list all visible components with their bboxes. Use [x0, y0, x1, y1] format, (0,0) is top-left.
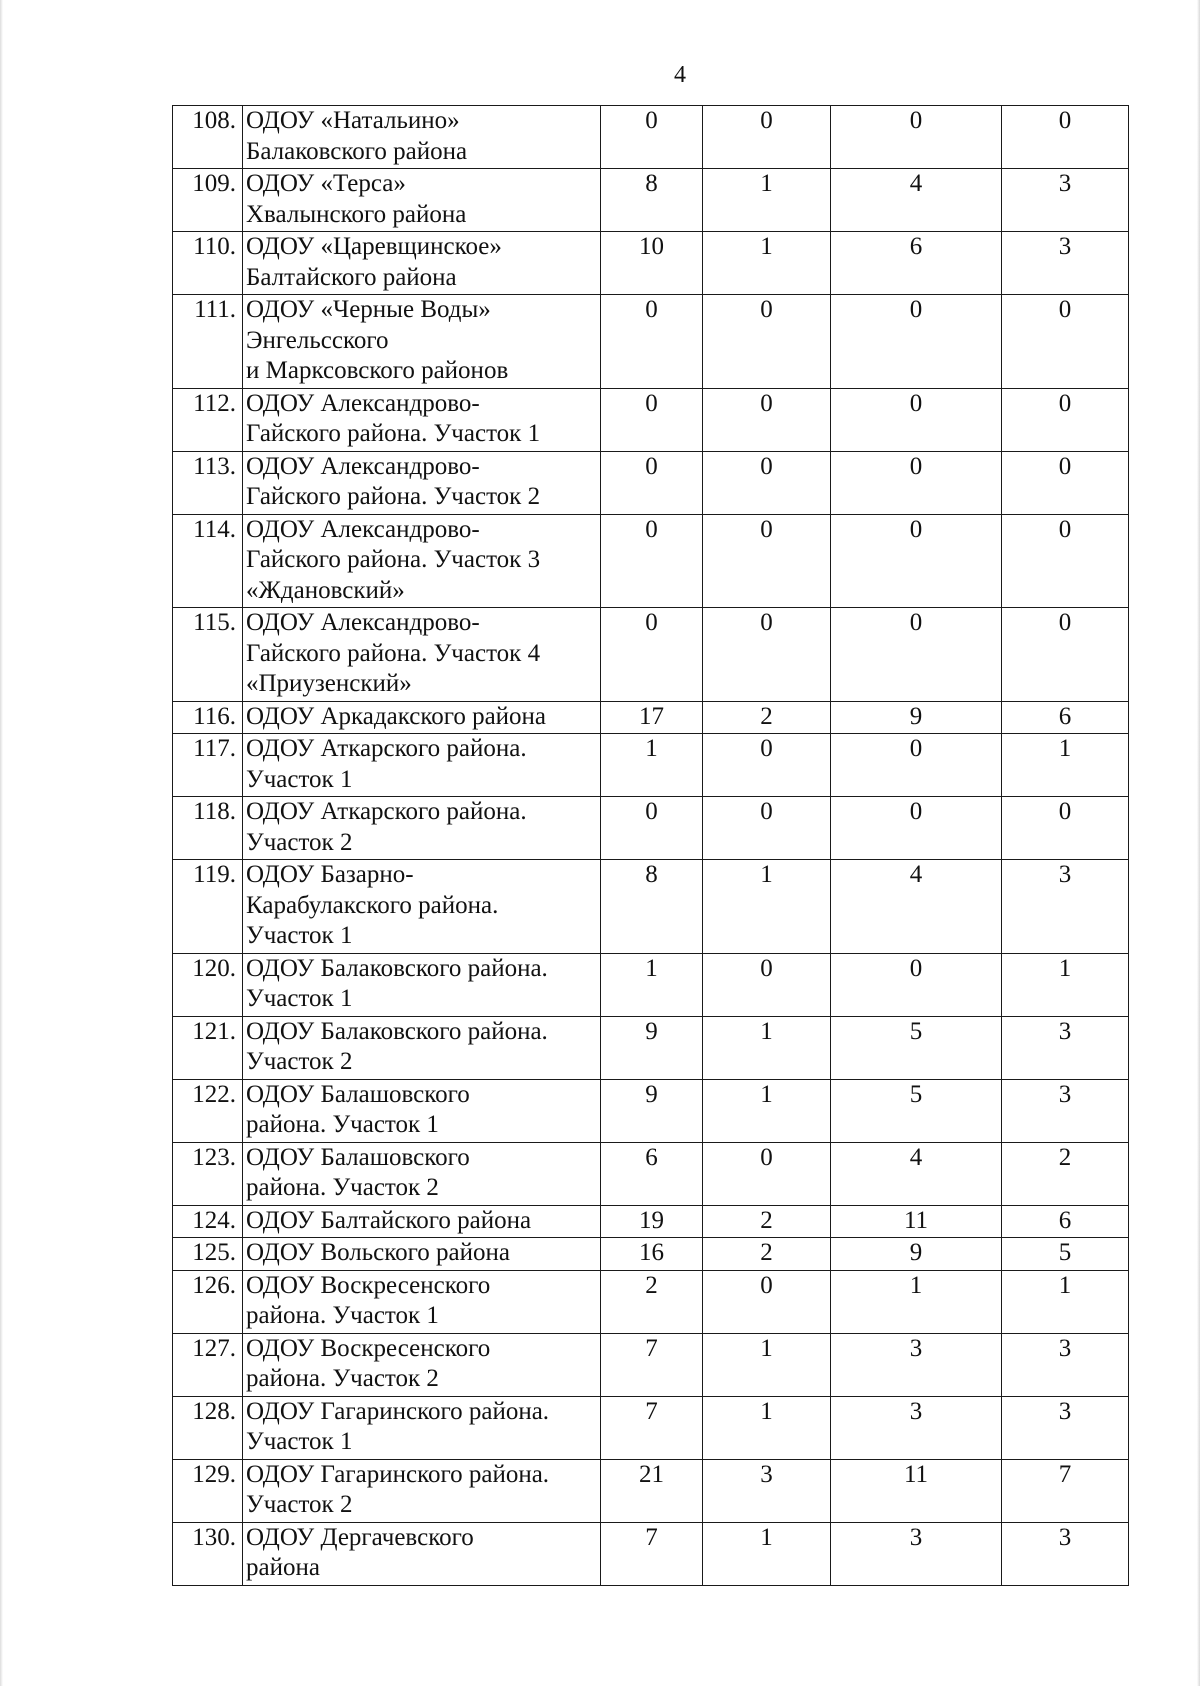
row-organization: ОДОУ Аркадакского района — [243, 701, 601, 734]
row-value-4: 2 — [1002, 1142, 1129, 1205]
row-value-1: 10 — [601, 232, 703, 295]
row-value-2: 1 — [703, 1522, 831, 1585]
row-value-1: 1 — [601, 953, 703, 1016]
row-value-2: 0 — [703, 106, 831, 169]
row-value-1: 0 — [601, 295, 703, 389]
table-row — [173, 451, 1129, 514]
row-value-4: 0 — [1002, 295, 1129, 389]
row-value-3: 0 — [831, 608, 1002, 702]
row-number: 109. — [173, 169, 243, 232]
row-organization: ОДОУ Аткарского района. Участок 2 — [243, 797, 601, 860]
table-row — [173, 1270, 1129, 1333]
row-value-2: 0 — [703, 1142, 831, 1205]
table-row — [173, 1016, 1129, 1079]
row-number: 123. — [173, 1142, 243, 1205]
row-value-1: 6 — [601, 1142, 703, 1205]
table-row — [173, 232, 1129, 295]
row-value-3: 0 — [831, 953, 1002, 1016]
table-body — [173, 106, 1129, 1586]
row-value-4: 1 — [1002, 953, 1129, 1016]
row-value-3: 0 — [831, 295, 1002, 389]
table-row — [173, 106, 1129, 169]
row-number: 125. — [173, 1238, 243, 1271]
table-row — [173, 1522, 1129, 1585]
row-value-1: 0 — [601, 451, 703, 514]
table-row — [173, 1205, 1129, 1238]
row-value-2: 2 — [703, 1238, 831, 1271]
row-value-1: 19 — [601, 1205, 703, 1238]
row-value-3: 0 — [831, 797, 1002, 860]
row-number: 126. — [173, 1270, 243, 1333]
row-value-1: 7 — [601, 1333, 703, 1396]
row-value-2: 1 — [703, 1396, 831, 1459]
row-value-2: 1 — [703, 860, 831, 954]
row-number: 124. — [173, 1205, 243, 1238]
table-row — [173, 860, 1129, 954]
table-row — [173, 295, 1129, 389]
row-organization: ОДОУ «Терса» Хвалынского района — [243, 169, 601, 232]
row-value-3: 0 — [831, 106, 1002, 169]
row-value-2: 3 — [703, 1459, 831, 1522]
row-value-2: 1 — [703, 1016, 831, 1079]
row-value-3: 3 — [831, 1522, 1002, 1585]
row-value-4: 0 — [1002, 388, 1129, 451]
row-organization: ОДОУ Гагаринского района. Участок 1 — [243, 1396, 601, 1459]
row-number: 113. — [173, 451, 243, 514]
table-row — [173, 734, 1129, 797]
row-value-4: 3 — [1002, 169, 1129, 232]
row-value-2: 1 — [703, 232, 831, 295]
row-value-3: 4 — [831, 169, 1002, 232]
row-number: 129. — [173, 1459, 243, 1522]
table-row — [173, 169, 1129, 232]
row-number: 118. — [173, 797, 243, 860]
row-number: 120. — [173, 953, 243, 1016]
row-value-3: 5 — [831, 1079, 1002, 1142]
row-value-4: 0 — [1002, 608, 1129, 702]
row-value-2: 2 — [703, 701, 831, 734]
row-value-2: 0 — [703, 797, 831, 860]
row-value-1: 0 — [601, 106, 703, 169]
row-organization: ОДОУ Дергачевского района — [243, 1522, 601, 1585]
row-value-3: 9 — [831, 1238, 1002, 1271]
row-value-4: 3 — [1002, 1016, 1129, 1079]
table-row — [173, 953, 1129, 1016]
row-value-4: 6 — [1002, 701, 1129, 734]
row-value-3: 6 — [831, 232, 1002, 295]
row-organization: ОДОУ «Черные Воды» Энгельсского и Марксовского районов — [243, 295, 601, 389]
table-row — [173, 701, 1129, 734]
row-value-4: 1 — [1002, 1270, 1129, 1333]
row-value-1: 0 — [601, 608, 703, 702]
row-value-2: 2 — [703, 1205, 831, 1238]
row-organization: ОДОУ Александрово- Гайского района. Участок 4 «Приузенский» — [243, 608, 601, 702]
row-number: 114. — [173, 514, 243, 608]
table-row — [173, 1238, 1129, 1271]
row-organization: ОДОУ Балтайского района — [243, 1205, 601, 1238]
row-organization: ОДОУ Балаковского района. Участок 2 — [243, 1016, 601, 1079]
row-value-3: 0 — [831, 388, 1002, 451]
table-row — [173, 514, 1129, 608]
row-number: 119. — [173, 860, 243, 954]
row-organization: ОДОУ Балашовского района. Участок 2 — [243, 1142, 601, 1205]
row-number: 128. — [173, 1396, 243, 1459]
row-value-4: 3 — [1002, 232, 1129, 295]
row-value-4: 3 — [1002, 1079, 1129, 1142]
row-value-3: 4 — [831, 1142, 1002, 1205]
row-value-4: 6 — [1002, 1205, 1129, 1238]
row-value-2: 0 — [703, 608, 831, 702]
table-row — [173, 1459, 1129, 1522]
row-value-1: 0 — [601, 514, 703, 608]
row-number: 116. — [173, 701, 243, 734]
row-organization: ОДОУ Александрово- Гайского района. Участок 2 — [243, 451, 601, 514]
row-value-2: 0 — [703, 1270, 831, 1333]
row-value-1: 0 — [601, 388, 703, 451]
row-value-1: 17 — [601, 701, 703, 734]
row-organization: ОДОУ Базарно- Карабулакского района. Участок 1 — [243, 860, 601, 954]
row-value-2: 0 — [703, 295, 831, 389]
page-number: 4 — [674, 62, 686, 88]
row-value-3: 0 — [831, 514, 1002, 608]
row-value-1: 16 — [601, 1238, 703, 1271]
scan-edge-left — [0, 0, 3, 1686]
row-value-3: 11 — [831, 1205, 1002, 1238]
table-row — [173, 797, 1129, 860]
row-value-1: 7 — [601, 1522, 703, 1585]
table-row — [173, 1396, 1129, 1459]
row-value-3: 0 — [831, 734, 1002, 797]
row-value-1: 8 — [601, 169, 703, 232]
row-number: 122. — [173, 1079, 243, 1142]
row-value-2: 0 — [703, 953, 831, 1016]
row-value-2: 0 — [703, 388, 831, 451]
row-organization: ОДОУ Александрово- Гайского района. Участок 1 — [243, 388, 601, 451]
row-value-4: 3 — [1002, 860, 1129, 954]
row-value-1: 9 — [601, 1016, 703, 1079]
row-value-4: 0 — [1002, 451, 1129, 514]
row-organization: ОДОУ Воскресенского района. Участок 1 — [243, 1270, 601, 1333]
row-value-1: 1 — [601, 734, 703, 797]
row-value-3: 4 — [831, 860, 1002, 954]
row-value-4: 5 — [1002, 1238, 1129, 1271]
row-value-3: 0 — [831, 451, 1002, 514]
row-value-2: 1 — [703, 1079, 831, 1142]
row-value-3: 11 — [831, 1459, 1002, 1522]
data-table — [172, 105, 1129, 1586]
table-row — [173, 1333, 1129, 1396]
row-value-1: 0 — [601, 797, 703, 860]
row-value-4: 1 — [1002, 734, 1129, 797]
row-number: 111. — [173, 295, 243, 389]
row-value-4: 7 — [1002, 1459, 1129, 1522]
row-organization: ОДОУ Балаковского района. Участок 1 — [243, 953, 601, 1016]
row-organization: ОДОУ «Царевщинское» Балтайского района — [243, 232, 601, 295]
row-value-3: 3 — [831, 1333, 1002, 1396]
row-value-3: 3 — [831, 1396, 1002, 1459]
row-value-3: 9 — [831, 701, 1002, 734]
row-value-2: 0 — [703, 734, 831, 797]
row-value-4: 3 — [1002, 1396, 1129, 1459]
row-value-1: 8 — [601, 860, 703, 954]
row-organization: ОДОУ Воскресенского района. Участок 2 — [243, 1333, 601, 1396]
table-row — [173, 1142, 1129, 1205]
row-organization: ОДОУ Гагаринского района. Участок 2 — [243, 1459, 601, 1522]
row-value-1: 9 — [601, 1079, 703, 1142]
row-value-4: 3 — [1002, 1333, 1129, 1396]
row-value-2: 1 — [703, 169, 831, 232]
row-number: 112. — [173, 388, 243, 451]
row-organization: ОДОУ Александрово- Гайского района. Участок 3 «Ждановский» — [243, 514, 601, 608]
row-value-1: 21 — [601, 1459, 703, 1522]
row-number: 130. — [173, 1522, 243, 1585]
row-value-1: 2 — [601, 1270, 703, 1333]
row-number: 110. — [173, 232, 243, 295]
row-value-2: 0 — [703, 514, 831, 608]
row-number: 121. — [173, 1016, 243, 1079]
row-value-4: 0 — [1002, 797, 1129, 860]
table-row — [173, 1079, 1129, 1142]
row-value-2: 0 — [703, 451, 831, 514]
row-value-3: 5 — [831, 1016, 1002, 1079]
row-organization: ОДОУ Вольского района — [243, 1238, 601, 1271]
row-number: 127. — [173, 1333, 243, 1396]
row-organization: ОДОУ Аткарского района. Участок 1 — [243, 734, 601, 797]
row-organization: ОДОУ Балашовского района. Участок 1 — [243, 1079, 601, 1142]
table-row — [173, 608, 1129, 702]
row-value-2: 1 — [703, 1333, 831, 1396]
table-row — [173, 388, 1129, 451]
row-number: 108. — [173, 106, 243, 169]
row-number: 115. — [173, 608, 243, 702]
row-organization: ОДОУ «Натальино» Балаковского района — [243, 106, 601, 169]
row-number: 117. — [173, 734, 243, 797]
row-value-4: 0 — [1002, 106, 1129, 169]
row-value-4: 0 — [1002, 514, 1129, 608]
row-value-3: 1 — [831, 1270, 1002, 1333]
row-value-4: 3 — [1002, 1522, 1129, 1585]
row-value-1: 7 — [601, 1396, 703, 1459]
